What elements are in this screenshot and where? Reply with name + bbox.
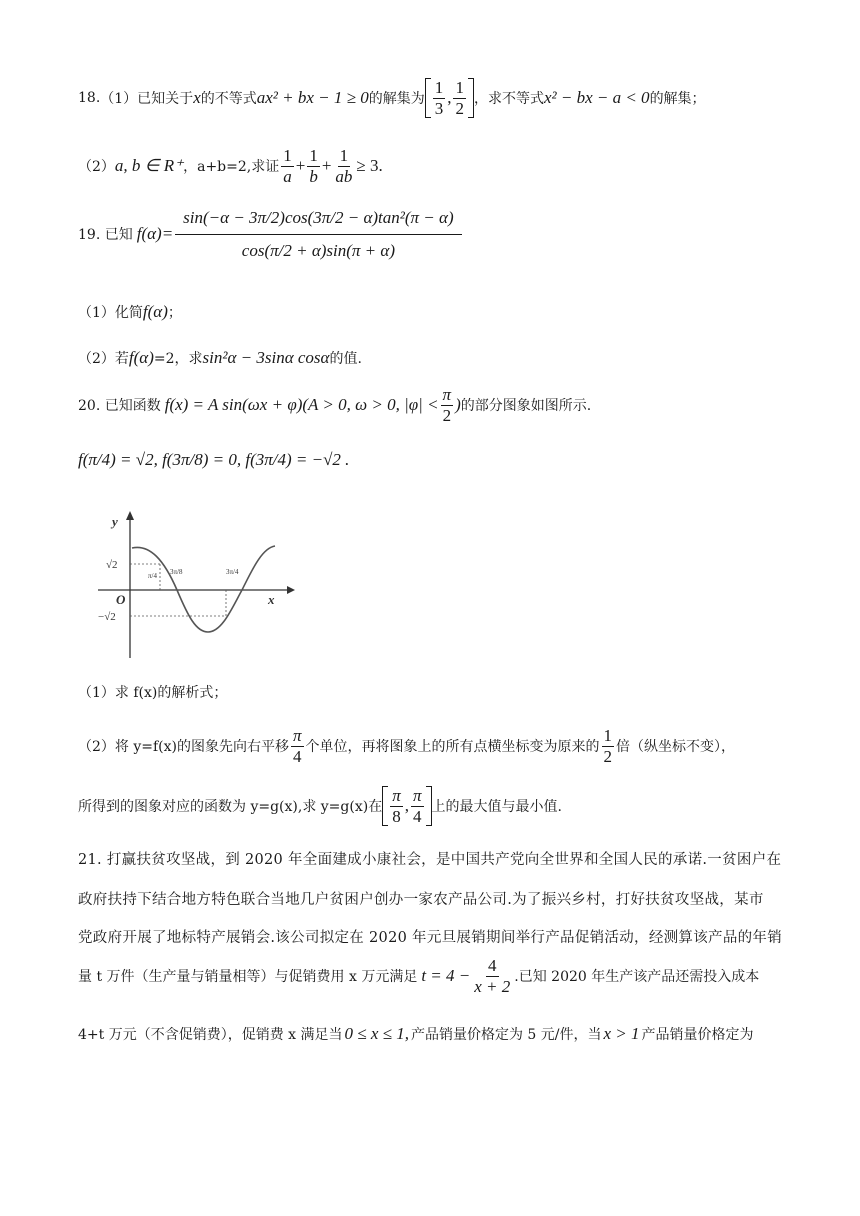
- q18-p1-d: ，求不等式: [473, 91, 544, 108]
- q18-p1-c: 的解集为: [368, 91, 425, 108]
- graph-y-label: y: [112, 514, 118, 529]
- q18-line1: [78, 78, 706, 118]
- q18-p2-a: （2）: [78, 159, 115, 176]
- q18-p2-set: a, b ∈ R⁺: [114, 156, 184, 176]
- q20-func: f(x) = A sin(ωx + φ)(A > 0, ω > 0, |φ| <: [164, 395, 439, 415]
- graph-sqrt2: √2: [106, 559, 118, 571]
- q21-line2: 政府扶持下结合地方特色联合当地几户贫困户创办一家农产品公司.为了振兴乡村，打好扶贫攻坚战，某市: [78, 892, 764, 908]
- q19-p2: （2）若 f(α) =2，求 sin²α − 3sinα cosα 的值.: [78, 348, 362, 367]
- q18-p2-b: ，a+b=2,求证: [183, 159, 280, 176]
- q20-p3: 所得到的图象对应的函数为 y=g(x),求 y=g(x)在 $\frac{\pi}{8}$ , $\frac{\pi}{4}$ 上的最大值与最小值.: [78, 786, 562, 826]
- q21-line3: 党政府开展了地标特产展销会.该公司拟定在 2020 年元旦展销期间举行产品促销活动，经测算该产品的年销: [78, 930, 783, 946]
- q18-p1-e: 的解集；: [649, 91, 706, 108]
- q20-line1: 20. 已知函数 f(x) = A sin(ωx + φ)(A > 0, ω > 0, |φ| < $\frac{\pi}{2}$ ) 的部分图象如图所示.: [78, 385, 592, 425]
- q19-f-alpha: f(α)=: [136, 224, 174, 244]
- sine-curve: [132, 546, 275, 632]
- q18-ineq2: x² − bx − a < 0: [543, 88, 650, 108]
- graph-x-label: x: [268, 592, 275, 607]
- q18-number: 18.: [78, 90, 101, 107]
- graph-tick-pi4: π/4: [148, 572, 157, 580]
- q21-line4: 量 t 万件（生产量与销量相等）与促销费用 x 万元满足 t = 4 − $\frac{4}{x + 2}$ .已知 2020 年生产该产品还需投入成本: [78, 956, 760, 996]
- q21-line5: 4+t 万元（不含促销费），促销费 x 满足当 0 ≤ x ≤ 1, 产品销量价格定为 5 元/件，当 x > 1 产品销量价格定为: [78, 1024, 754, 1043]
- q19-formula: [78, 206, 464, 262]
- x-axis-arrow: [287, 586, 295, 594]
- q20-p1: （1）求 f(x)的解析式；: [78, 685, 228, 701]
- graph-tick-3pi8: 3π/8: [170, 568, 183, 576]
- q20-number: 20. 已知函数: [78, 398, 161, 415]
- q18-interval: $\frac{1}{3}$ , $\frac{1}{2}$: [425, 78, 474, 118]
- q21-line1: 21. 打赢扶贫攻坚战，到 2020 年全面建成小康社会，是中国共产党向全世界和全国人民的承诺.一贫困户在: [78, 852, 782, 868]
- y-axis-arrow: [126, 511, 134, 520]
- q20-p2: （2）将 y=f(x)的图象先向右平移 $\frac{\pi}{4}$ 个单位，再将图象上的所有点横坐标变为原来的 $\frac{1}{2}$ 倍（纵坐标不变），: [78, 726, 736, 766]
- graph-origin: O: [116, 592, 126, 607]
- q18-line2: （2） a, b ∈ R⁺ ，a+b=2,求证 $\frac{1}{a}$ + $\frac{1}{b}$ + $\frac{1}{ab}$ ≥ 3.: [78, 146, 383, 186]
- q19-numerator: sin(−α − 3π/2)cos(3π/2 − α)tan²(π − α): [175, 206, 461, 235]
- graph-tick-3pi4: 3π/4: [226, 568, 239, 576]
- q19-p1: （1）化简 f(α) ；: [78, 302, 182, 321]
- q20-given: f(π/4) = √2, f(3π/8) = 0, f(3π/4) = −√2 .: [78, 450, 350, 469]
- q20-graph: [92, 508, 302, 668]
- q18-var-x: x: [193, 88, 201, 108]
- q18-ineq1: ax² + bx − 1 ≥ 0: [256, 88, 369, 108]
- q19-denominator: cos(π/2 + α)sin(π + α): [241, 240, 395, 260]
- q18-p1-a: （1）已知关于: [100, 91, 194, 108]
- q18-p2-c: ≥ 3.: [356, 156, 383, 176]
- q18-p1-b: 的不等式: [200, 91, 257, 108]
- graph-neg-sqrt2: −√2: [98, 611, 116, 623]
- q19-number: 19. 已知: [78, 227, 133, 244]
